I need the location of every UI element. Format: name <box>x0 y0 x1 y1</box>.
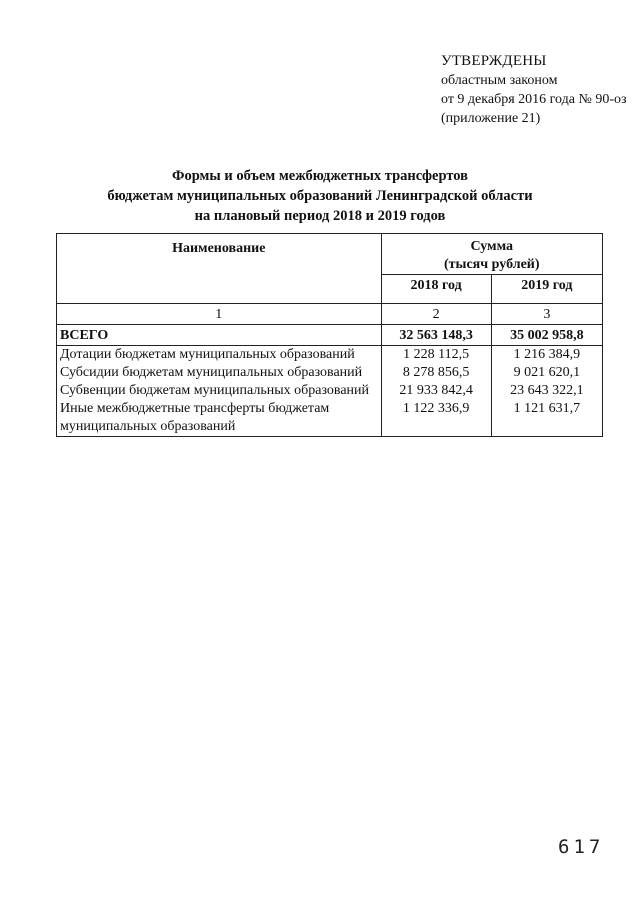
title-line-3: на плановый период 2018 и 2019 годов <box>194 208 446 224</box>
row-name: Иные межбюджетные трансферты бюджетам муниципальных образований <box>57 400 382 437</box>
table-row <box>57 364 603 382</box>
table-total-row <box>57 325 603 346</box>
row-value-2018: 8 278 856,5 <box>381 364 491 382</box>
header-year-2019: 2019 год <box>491 275 602 304</box>
table-row <box>57 382 603 400</box>
header-unit-label: (тысяч рублей) <box>444 257 540 272</box>
transfers-table <box>56 233 603 437</box>
column-number-1: 1 <box>57 304 382 325</box>
title-line-2: бюджетам муниципальных образований Ленинградской области <box>107 188 533 204</box>
approval-block <box>441 52 627 128</box>
total-2018: 32 563 148,3 <box>381 325 491 346</box>
page-number: 617 <box>558 836 605 858</box>
row-value-2019: 1 216 384,9 <box>491 346 602 365</box>
approval-heading: УТВЕРЖДЕНЫ <box>441 53 547 69</box>
table-header-row <box>57 234 603 275</box>
row-name: Субвенции бюджетам муниципальных образований <box>57 382 382 400</box>
row-value-2018: 1 122 336,9 <box>381 400 491 437</box>
document-title <box>0 166 640 226</box>
table-row <box>57 346 603 365</box>
approval-law-line: областным законом <box>441 73 558 88</box>
header-sum-cell <box>381 234 602 275</box>
title-line-1: Формы и объем межбюджетных трансфертов <box>172 168 468 184</box>
row-value-2018: 1 228 112,5 <box>381 346 491 365</box>
table-column-number-row <box>57 304 603 325</box>
row-value-2019: 23 643 322,1 <box>491 382 602 400</box>
row-name: Субсидии бюджетам муниципальных образований <box>57 364 382 382</box>
total-name: ВСЕГО <box>57 325 382 346</box>
header-year-2018: 2018 год <box>381 275 491 304</box>
table-row <box>57 400 603 437</box>
total-2019: 35 002 958,8 <box>491 325 602 346</box>
approval-appendix-line: (приложение 21) <box>441 111 541 126</box>
header-name-cell: Наименование <box>57 234 382 304</box>
column-number-2: 2 <box>381 304 491 325</box>
approval-date-line: от 9 декабря 2016 года № 90-оз <box>441 92 627 107</box>
header-sum-label: Сумма <box>470 239 514 254</box>
row-name: Дотации бюджетам муниципальных образований <box>57 346 382 365</box>
row-value-2019: 1 121 631,7 <box>491 400 602 437</box>
column-number-3: 3 <box>491 304 602 325</box>
row-value-2019: 9 021 620,1 <box>491 364 602 382</box>
row-value-2018: 21 933 842,4 <box>381 382 491 400</box>
